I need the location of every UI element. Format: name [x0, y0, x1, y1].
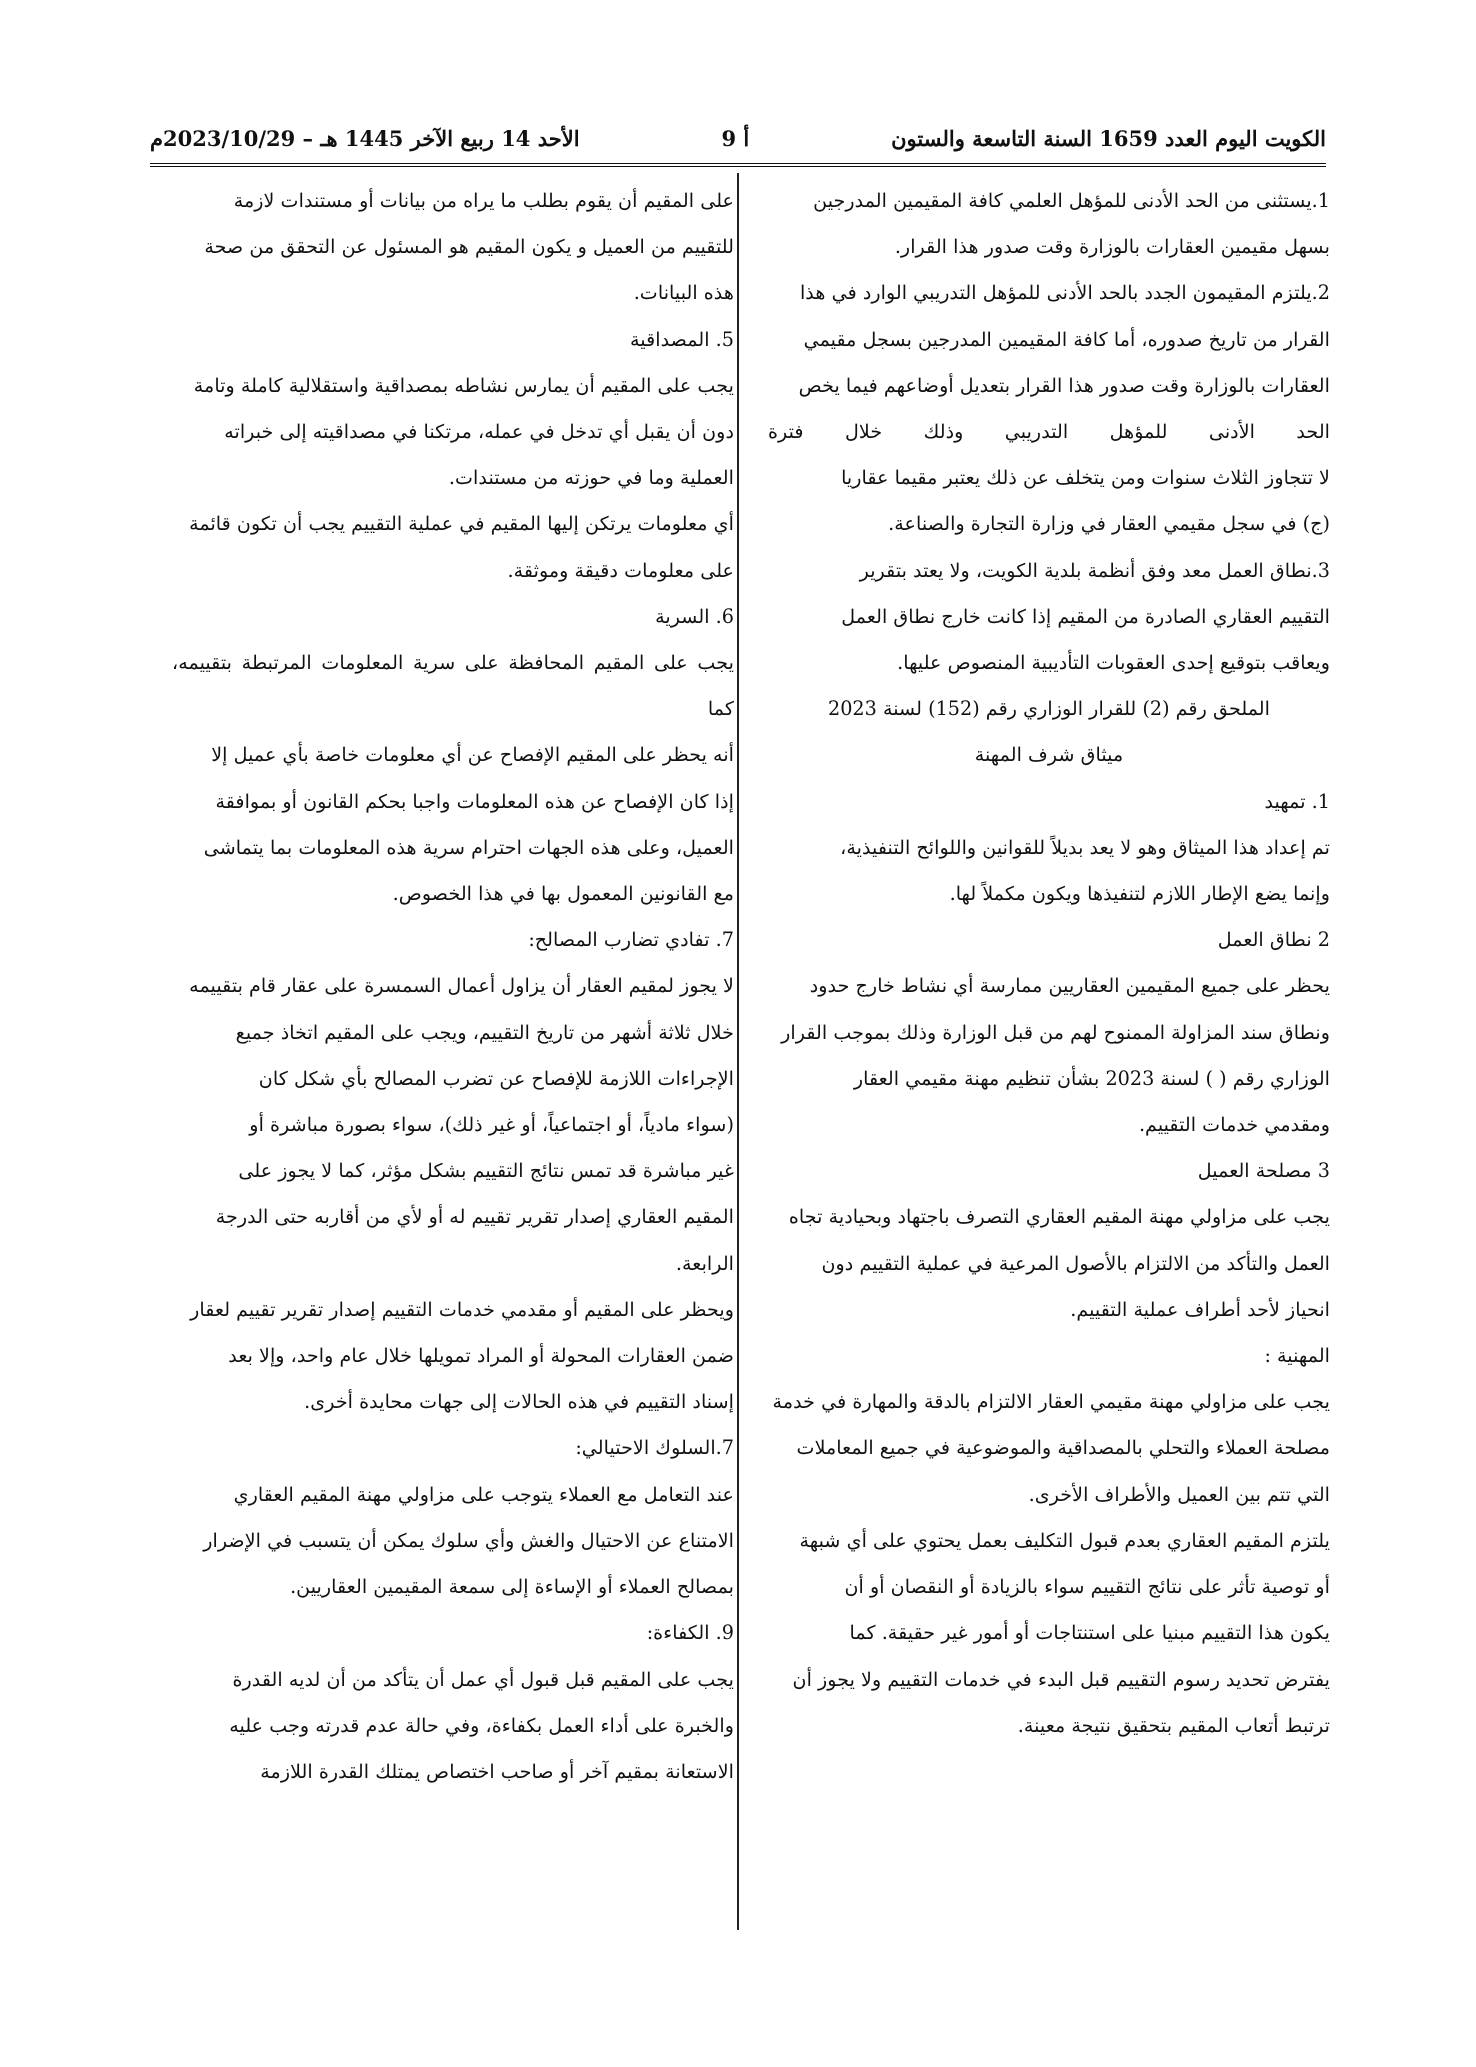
- text-line: انحياز لأحد أطراف عملية التقييم.: [1070, 1297, 1330, 1321]
- text-line: ويحظر على المقيم أو مقدمي خدمات التقييم إصدار تقرير تقييم لعقار: [190, 1297, 734, 1321]
- text-line: الوزاري رقم ( ) لسنة 2023 بشأن تنظيم مهنة مقيمي العقار: [853, 1066, 1330, 1090]
- text-line: بسهل مقيمين العقارات بالوزارة وقت صدور هذا القرار.: [894, 235, 1330, 259]
- text-line: إذا كان الإفصاح عن هذه المعلومات واجبا بحكم القانون أو بموافقة: [215, 789, 734, 813]
- text-line: الإجراءات اللازمة للإفصاح عن تضرب المصالح بأي شكل كان: [258, 1066, 734, 1090]
- text-line: الحد الأدنى للمؤهل التدريبي وذلك خلال فترة: [768, 420, 1330, 444]
- text-line: ضمن العقارات المحولة أو المراد تمويلها خلال عام واحد، وإلا بعد: [228, 1344, 734, 1368]
- header-page-number: أ 9: [721, 125, 750, 151]
- text-line: يجب على المقيم المحافظة على سرية المعلومات المرتبطة بتقييمه، كما: [172, 651, 734, 721]
- text-line: يكون هذا التقييم مبنيا على استنتاجات أو أمور غير حقيقة. كما: [849, 1621, 1330, 1645]
- text-line: غير مباشرة قد تمس نتائج التقييم بشكل مؤثر، كما لا يجوز على: [238, 1159, 734, 1183]
- text-line: والخبرة على أداء العمل بكفاءة، وفي حالة عدم قدرته وجب عليه: [229, 1713, 734, 1737]
- text-line: إسناد التقييم في هذه الحالات إلى جهات محايدة أخرى.: [304, 1390, 734, 1414]
- section-heading: 3 مصلحة العميل: [1197, 1159, 1330, 1183]
- header-date: الأحد 14 ربيع الآخر 1445 هـ – 2023/10/29م: [150, 125, 580, 151]
- text-line: (سواء مادياً، أو اجتماعياً، أو غير ذلك)، سواء بصورة مباشرة أو: [249, 1113, 734, 1137]
- section-heading: 1. تمهيد: [1264, 789, 1330, 813]
- text-line: تم إعداد هذا الميثاق وهو لا يعد بديلاً للقوانين واللوائح التنفيذية،: [840, 835, 1330, 859]
- text-line: يجب على مزاولي مهنة مقيمي العقار الالتزام بالدقة والمهارة في خدمة: [772, 1390, 1330, 1414]
- text-line: هذه البيانات.: [633, 281, 734, 305]
- text-line: ومقدمي خدمات التقييم.: [1138, 1113, 1330, 1137]
- text-line: بمصالح العملاء أو الإساءة إلى سمعة المقيمين العقاريين.: [290, 1575, 734, 1599]
- text-line: أو توصية تأثر على نتائج التقييم سواء بالزيادة أو النقصان أو أن: [844, 1575, 1330, 1599]
- text-line: على المقيم أن يقوم بطلب ما يراه من بيانات أو مستندات لازمة: [233, 189, 734, 212]
- text-line: التي تتم بين العميل والأطراف الأخرى.: [1028, 1482, 1330, 1506]
- text-line: 1.يستثنى من الحد الأدنى للمؤهل العلمي كافة المقيمين المدرجين: [813, 189, 1330, 212]
- text-line: العملية وما في حوزته من مستندات.: [448, 466, 734, 490]
- section-heading: 5. المصداقية: [630, 327, 734, 351]
- text-line: ترتبط أتعاب المقيم بتحقيق نتيجة معينة.: [1017, 1713, 1330, 1737]
- header-issue-info: الكويت اليوم العدد 1659 السنة التاسعة والستون: [891, 125, 1326, 151]
- text-line: وإنما يضع الإطار اللازم لتنفيذها ويكون مكملاً لها.: [949, 882, 1330, 906]
- text-line: مصلحة العملاء والتحلي بالمصداقية والموضوعية في جميع المعاملات: [796, 1436, 1330, 1460]
- text-line: يفترض تحديد رسوم التقييم قبل البدء في خدمات التقييم ولا يجوز أن: [792, 1667, 1330, 1691]
- text-line: ويعاقب بتوقيع إحدى العقوبات التأديبية المنصوص عليها.: [897, 651, 1330, 675]
- text-line: للتقييم من العميل و يكون المقيم هو المسئول عن التحقق من صحة: [204, 235, 734, 259]
- header-rule: [150, 163, 1326, 167]
- annex-title: الملحق رقم (2) للقرار الوزاري رقم (152) لسنة 2023: [828, 697, 1270, 721]
- text-line: العمل والتأكد من الالتزام بالأصول المرعية في عملية التقييم دون: [821, 1251, 1330, 1275]
- text-line: لا يجوز لمقيم العقار أن يزاول أعمال السمسرة على عقار قام بتقييمه: [189, 974, 734, 998]
- section-heading: المهنية :: [1264, 1344, 1330, 1368]
- text-line: ونطاق سند المزاولة الممنوح لهم من قبل الوزارة وذلك بموجب القرار: [781, 1020, 1330, 1044]
- column-divider: [737, 173, 739, 1930]
- section-heading: 6. السرية: [655, 604, 734, 628]
- text-line: 3.نطاق العمل معد وفق أنظمة بلدية الكويت، ولا يعتد بتقرير: [859, 558, 1330, 582]
- text-line: أنه يحظر على المقيم الإفصاح عن أي معلومات خاصة بأي عميل إلا: [211, 743, 734, 767]
- text-line: يجب على مزاولي مهنة المقيم العقاري التصرف باجتهاد وبحيادية تجاه: [788, 1205, 1330, 1229]
- section-heading: 9. الكفاءة:: [646, 1621, 734, 1645]
- text-line: أي معلومات يرتكن إليها المقيم في عملية التقييم يجب أن تكون قائمة: [189, 512, 734, 536]
- text-line: العقارات بالوزارة وقت صدور هذا القرار بتعديل أوضاعهم فيما يخص: [798, 373, 1330, 397]
- text-line: (ج) في سجل مقيمي العقار في وزارة التجارة والصناعة.: [888, 512, 1330, 536]
- text-line: الاستعانة بمقيم آخر أو صاحب اختصاص يمتلك القدرة اللازمة: [260, 1759, 734, 1783]
- text-line: يجب على المقيم قبل قبول أي عمل أن يتأكد من أن لديه القدرة: [232, 1667, 734, 1691]
- text-line: يلتزم المقيم العقاري بعدم قبول التكليف بعمل يحتوي على أي شبهة: [799, 1528, 1330, 1552]
- text-line: يحظر على جميع المقيمين العقاريين ممارسة أي نشاط خارج حدود: [809, 974, 1330, 998]
- text-line: القرار من تاريخ صدوره، أما كافة المقيمين المدرجين بسجل مقيمي: [803, 327, 1330, 351]
- charter-title: ميثاق شرف المهنة: [974, 743, 1124, 767]
- section-heading: 2 نطاق العمل: [1217, 928, 1330, 952]
- page-header: [150, 118, 1326, 158]
- text-line: التقييم العقاري الصادرة من المقيم إذا كانت خارج نطاق العمل: [841, 604, 1330, 628]
- text-line: مع القانونين المعمول بها في هذا الخصوص.: [392, 882, 734, 906]
- text-line: خلال ثلاثة أشهر من تاريخ التقييم، ويجب على المقيم اتخاذ جميع: [235, 1020, 734, 1044]
- text-line: على معلومات دقيقة وموثقة.: [507, 558, 734, 582]
- text-line: الامتناع عن الاحتيال والغش وأي سلوك يمكن أن يتسبب في الإضرار: [203, 1528, 734, 1552]
- text-line: 2.يلتزم المقيمون الجدد بالحد الأدنى للمؤهل التدريبي الوارد في هذا: [799, 281, 1330, 305]
- text-line: العميل، وعلى هذه الجهات احترام سرية هذه المعلومات بما يتماشى: [203, 835, 734, 859]
- left-column: [172, 178, 734, 1795]
- text-line: دون أن يقبل أي تدخل في عمله، مرتكنا في مصداقيته إلى خبراته: [224, 420, 734, 444]
- right-column: [768, 178, 1330, 1749]
- text-line: عند التعامل مع العملاء يتوجب على مزاولي مهنة المقيم العقاري: [233, 1482, 734, 1506]
- section-heading: 7.السلوك الاحتيالي:: [575, 1436, 734, 1460]
- text-line: يجب على المقيم أن يمارس نشاطه بمصداقية واستقلالية كاملة وتامة: [193, 373, 734, 397]
- text-line: لا تتجاوز الثلاث سنوات ومن يتخلف عن ذلك يعتبر مقيما عقاريا: [841, 466, 1330, 490]
- text-line: الرابعة.: [675, 1251, 734, 1275]
- text-line: المقيم العقاري إصدار تقرير تقييم له أو لأي من أقاربه حتى الدرجة: [215, 1205, 734, 1229]
- section-heading: 7. تفادي تضارب المصالح:: [528, 928, 734, 952]
